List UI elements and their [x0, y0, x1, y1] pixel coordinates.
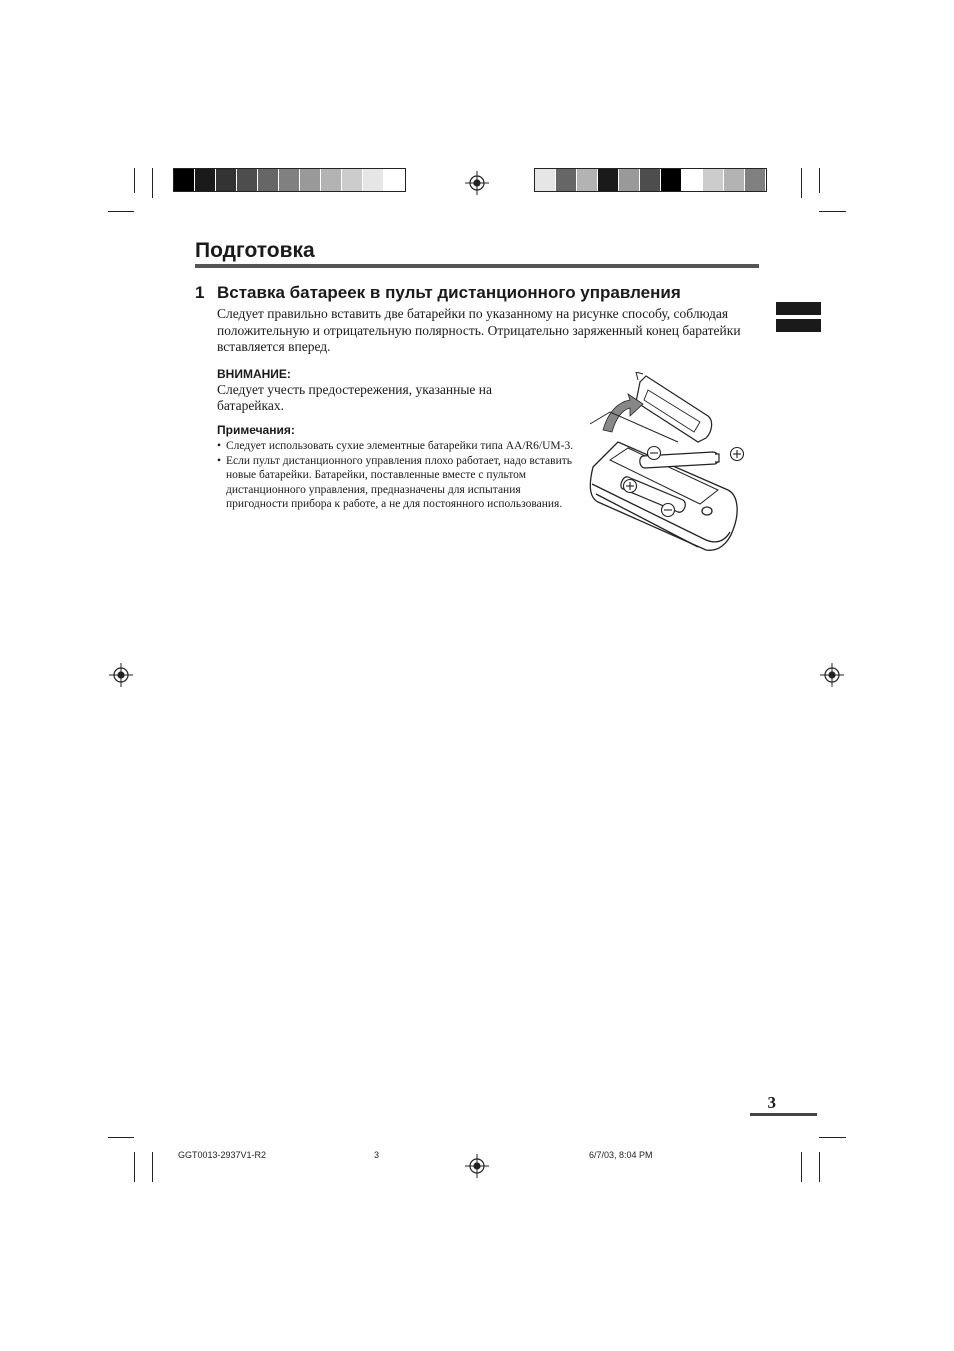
color-swatch — [342, 169, 363, 191]
color-bar-right — [534, 168, 767, 192]
color-swatch — [237, 169, 258, 191]
minus-icon — [662, 504, 675, 517]
page-number: 3 — [767, 1093, 776, 1112]
notes-heading: Примечания: — [217, 423, 295, 437]
color-swatch — [619, 169, 640, 191]
color-swatch — [556, 169, 577, 191]
color-swatch — [640, 169, 661, 191]
footer-code: GGT0013-2937V1-R2 — [178, 1150, 267, 1160]
crop-mark — [819, 1152, 820, 1182]
note-text: Если пульт дистанционного управления плохо работает, надо вставить новые батарейки. Батарейки, поставленные вместе с пультом дистанционного управления, предназначены для испытания пригодности прибора к работе, а не для постоянного использования. — [226, 454, 573, 511]
caution-heading: ВНИМАНИЕ: — [217, 367, 291, 381]
crop-mark — [819, 168, 820, 193]
registration-mark-icon — [820, 663, 844, 687]
notes-list — [217, 439, 577, 512]
color-swatch — [745, 169, 766, 191]
minus-icon — [648, 447, 661, 460]
color-swatch — [300, 169, 321, 191]
crop-mark — [152, 168, 153, 198]
color-swatch — [174, 169, 195, 191]
crop-mark — [819, 1137, 846, 1138]
color-swatch — [724, 169, 745, 191]
registration-mark-icon — [465, 1154, 489, 1178]
caution-text: Следует учесть предостережения, указанные на батарейках. — [217, 382, 492, 413]
battery-cover — [636, 372, 712, 442]
page-number-rule — [750, 1113, 817, 1116]
crop-mark — [108, 211, 134, 212]
crop-mark — [801, 168, 802, 198]
bullet: • — [217, 440, 222, 452]
plus-icon — [731, 448, 744, 461]
bullet: • — [217, 454, 222, 467]
plus-icon — [624, 480, 637, 493]
color-swatch — [535, 169, 556, 191]
crop-mark — [108, 1137, 134, 1138]
footer-page: 3 — [374, 1150, 380, 1160]
section-number: 1 — [195, 283, 205, 302]
color-swatch — [195, 169, 216, 191]
title-rule — [195, 264, 759, 268]
color-swatch — [661, 169, 682, 191]
color-swatch — [363, 169, 384, 191]
remote-battery-illustration — [588, 372, 748, 562]
intro-paragraph: Следует правильно вставить две батарейки по указанному на рисунке способу, соблюдая положительную и отрицательную полярность. Отрицательно заряженный конец баратейки вставляется вперед. — [217, 306, 741, 354]
color-swatch — [258, 169, 279, 191]
color-swatch — [279, 169, 300, 191]
crop-mark — [819, 211, 846, 212]
color-swatch — [682, 169, 703, 191]
registration-mark-icon — [109, 663, 133, 687]
color-swatch — [703, 169, 724, 191]
list-item — [217, 439, 577, 454]
footer-timestamp: 6/7/03, 8:04 PM — [589, 1150, 653, 1160]
list-item — [217, 454, 577, 512]
note-text: Следует использовать сухие элементные батарейки типа AA/R6/UM-3. — [226, 440, 574, 452]
section-title: Вставка батареек в пульт дистанционного управления — [217, 283, 681, 302]
crop-mark — [152, 1152, 153, 1182]
color-swatch — [216, 169, 237, 191]
language-tab — [776, 319, 821, 332]
section-heading — [195, 283, 775, 303]
color-swatch — [577, 169, 598, 191]
crop-mark — [134, 168, 135, 193]
color-swatch — [384, 169, 405, 191]
crop-mark — [801, 1152, 802, 1182]
language-tab — [776, 302, 821, 315]
registration-mark-icon — [465, 171, 489, 195]
color-swatch — [321, 169, 342, 191]
page-title: Подготовка — [195, 239, 315, 262]
color-swatch — [598, 169, 619, 191]
crop-mark — [134, 1152, 135, 1182]
color-bar-left — [173, 168, 406, 192]
